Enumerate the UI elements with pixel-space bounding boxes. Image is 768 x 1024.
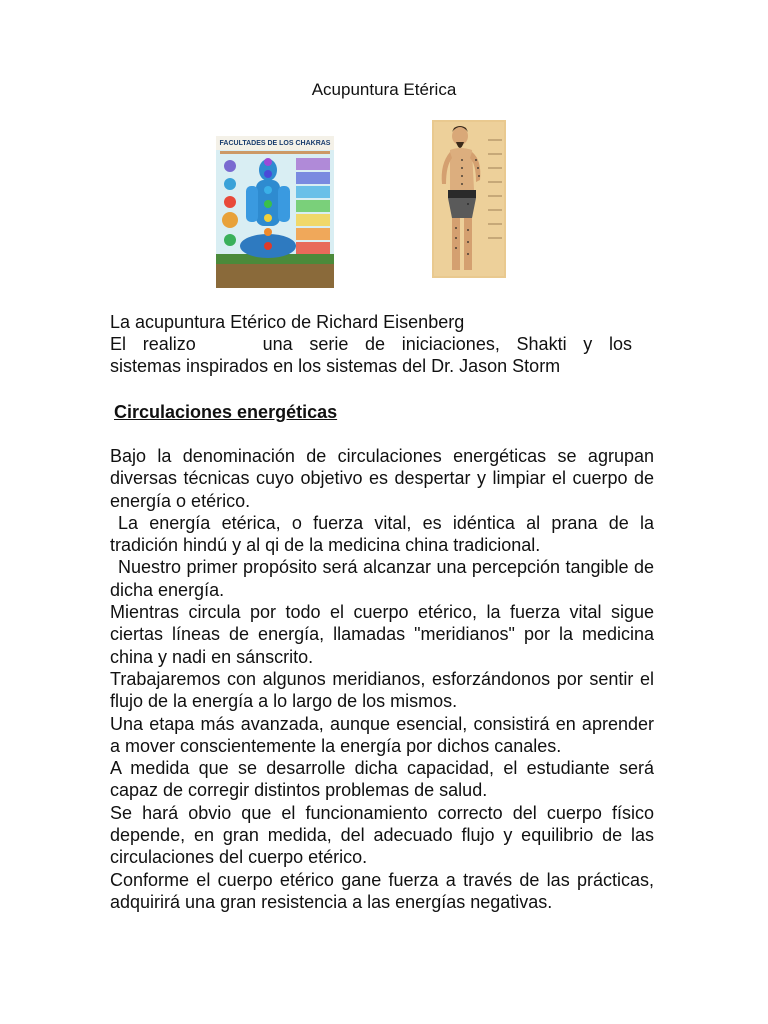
- body-text: [110, 445, 654, 913]
- paragraph: La energía etérica, o fuerza vital, es idéntica al prana de la tradición hindú y al qi de la medicina china tradicional.: [110, 512, 654, 556]
- section-heading: Circulaciones energéticas: [114, 402, 338, 422]
- paragraph: A medida que se desarrolle dicha capacidad, el estudiante será capaz de corregir distintos problemas de salud.: [110, 758, 654, 801]
- paragraph: Una etapa más avanzada, aunque esencial, consistirá en aprender a mover conscientemente la energía por dichos canales.: [110, 713, 654, 756]
- meridian-figure-image: [432, 120, 506, 278]
- paragraph: Mientras circula por todo el cuerpo etérico, la fuerza vital sigue ciertas líneas de energía, llamadas "meridianos" por la medicina china y nadi en sánscrito.: [110, 602, 654, 667]
- paragraph: Nuestro primer propósito será alcanzar una percepción tangible de dicha energía.: [110, 557, 654, 600]
- intro-block: [110, 311, 632, 377]
- paragraph: Bajo la denominación de circulaciones energéticas se agrupan diversas técnicas cuyo objetivo es despertar y limpiar el cuerpo de energía o etérico.: [110, 446, 654, 511]
- paragraph: Trabajaremos con algunos meridianos, esforzándonos por sentir el flujo de la energía a lo largo de los mismos.: [110, 668, 654, 712]
- document-title: Acupuntura Etérica: [311, 80, 457, 99]
- chakra-chart-image: [216, 136, 334, 288]
- chakra-chart-label: FACULTADES DE LOS CHAKRAS: [219, 140, 331, 147]
- intro-line: El realizo una serie de iniciaciones, Shakti y los: [110, 334, 632, 354]
- intro-line: sistemas inspirados en los sistemas del Dr. Jason Storm: [110, 356, 561, 376]
- paragraph: Conforme el cuerpo etérico gane fuerza a través de las prácticas, adquirirá una gran resistencia a las energías negativas.: [110, 869, 654, 912]
- intro-line: La acupuntura Etérico de Richard Eisenberg: [110, 312, 465, 332]
- paragraph: Se hará obvio que el funcionamiento correcto del cuerpo físico depende, en gran medida, del adecuado flujo y equilibrio de las circulaciones del cuerpo etérico.: [110, 802, 654, 868]
